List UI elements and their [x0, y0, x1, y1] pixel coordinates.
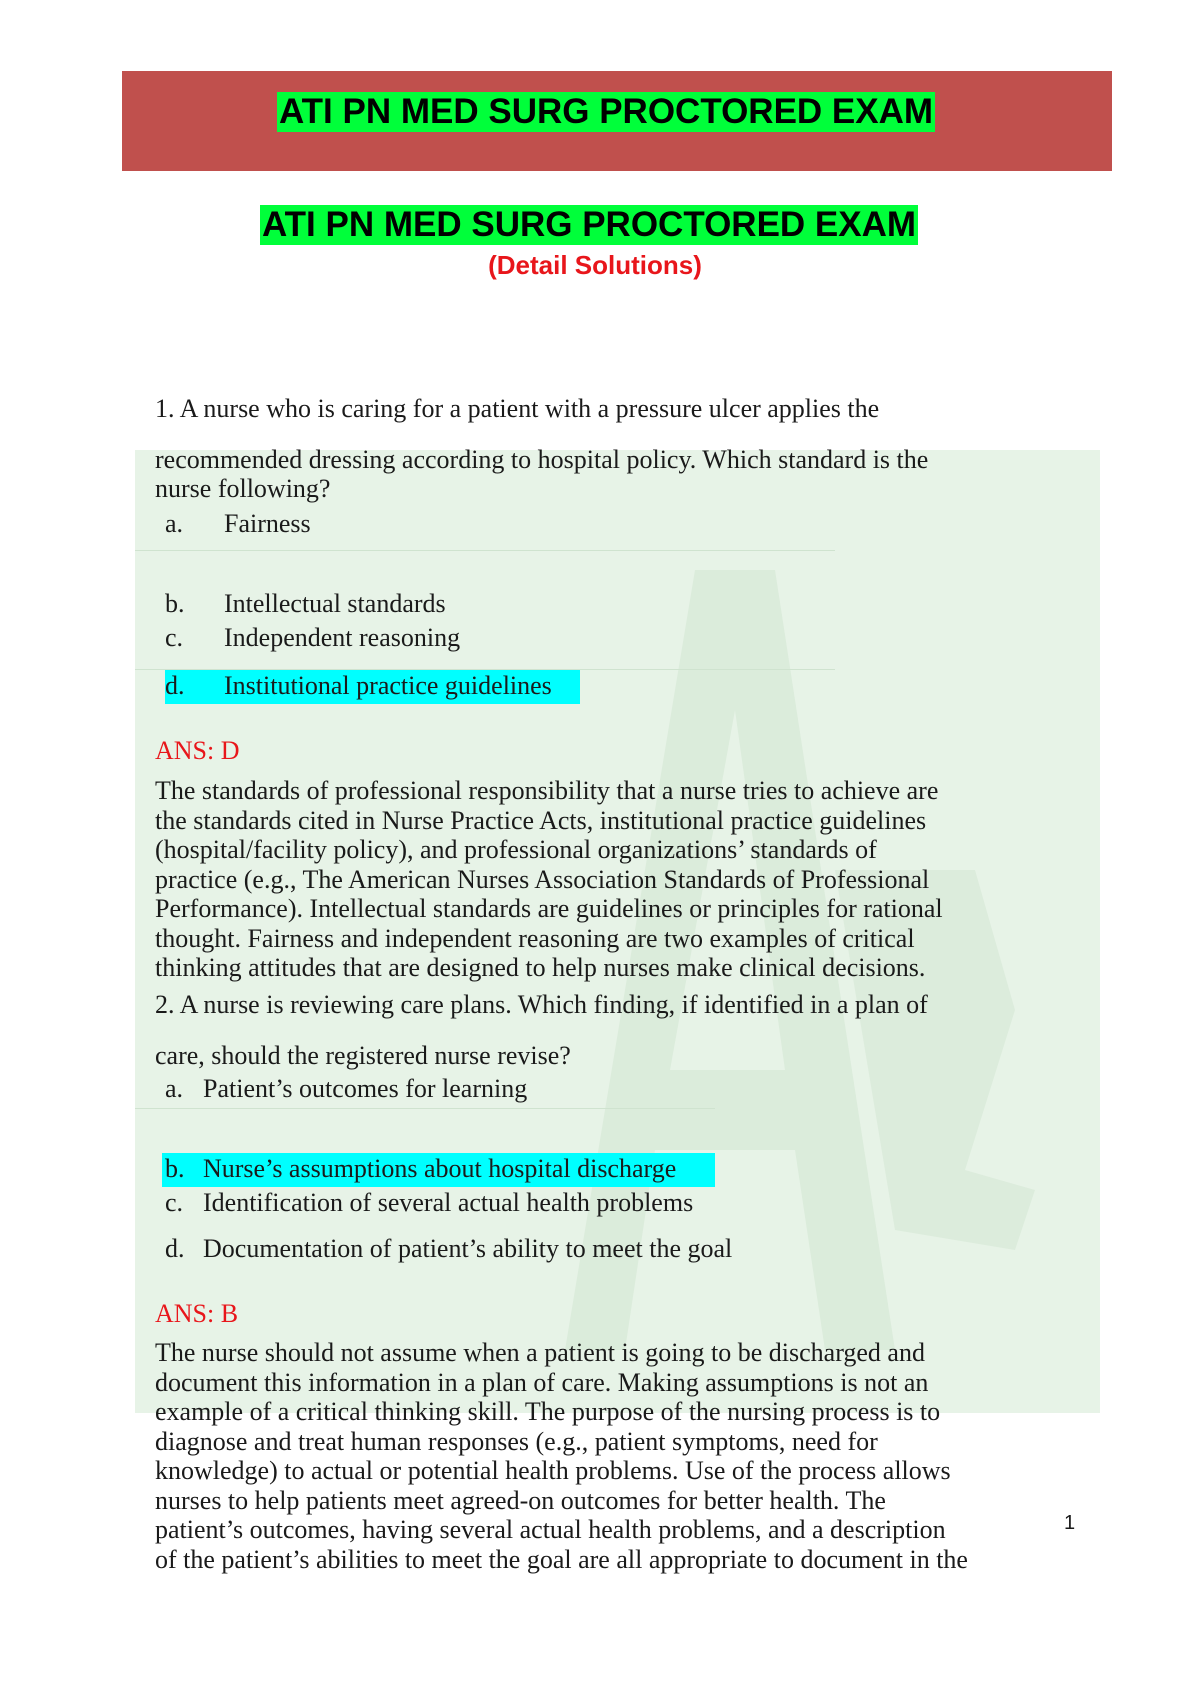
option-letter: d. [165, 671, 185, 700]
option-text: Nurse’s assumptions about hospital discharge [203, 1154, 677, 1183]
option-letter: c. [165, 623, 184, 652]
question-1-stem: 1. A nurse who is caring for a patient with a pressure ulcer applies the [155, 394, 880, 423]
question-2-stem: 2. A nurse is reviewing care plans. Which finding, if identified in a plan of [155, 990, 928, 1019]
question-2-answer: ANS: B [155, 1299, 239, 1328]
banner-title: ATI PN MED SURG PROCTORED EXAM [279, 92, 934, 131]
option-text: Patient’s outcomes for learning [203, 1074, 528, 1103]
option-text: Identification of several actual health problems [203, 1188, 694, 1217]
option-text: Fairness [224, 509, 311, 538]
question-1-stem-line: nurse following? [155, 474, 331, 503]
option-letter: c. [165, 1188, 184, 1217]
rationale-line: thought. Fairness and independent reasoning are two examples of critical [155, 923, 915, 953]
page-subtitle: (Detail Solutions) [488, 250, 702, 280]
option-letter: d. [165, 1234, 185, 1263]
option-letter: a. [165, 1074, 184, 1103]
rationale-line: nurses to help patients meet agreed-on outcomes for better health. The [155, 1485, 886, 1515]
rationale-line: the standards cited in Nurse Practice Acts, institutional practice guidelines [155, 805, 927, 835]
page-number: 1 [1064, 1512, 1076, 1534]
question-2-stem-line: care, should the registered nurse revise? [155, 1041, 571, 1070]
rationale-line: Performance). Intellectual standards are guidelines or principles for rational [155, 894, 943, 923]
rationale-line: diagnose and treat human responses (e.g., patient symptoms, need for [155, 1426, 878, 1456]
option-letter: a. [165, 509, 184, 538]
divider [135, 1108, 715, 1109]
divider [135, 550, 835, 551]
question-2-rationale [155, 1338, 1055, 1574]
rationale-line: (hospital/facility policy), and professional organizations’ standards of [155, 835, 877, 864]
option-text: Intellectual standards [224, 589, 446, 618]
option-text: Institutional practice guidelines [224, 671, 552, 700]
rationale-line: knowledge) to actual or potential health problems. Use of the process allows [155, 1456, 951, 1485]
option-letter: b. [165, 1154, 185, 1183]
option-letter: b. [165, 589, 185, 618]
rationale-line: The nurse should not assume when a patient is going to be discharged and [155, 1338, 925, 1367]
rationale-line: document this information in a plan of care. Making assumptions is not an [155, 1367, 929, 1397]
rationale-line: patient’s outcomes, having several actual health problems, and a description [155, 1515, 946, 1544]
question-1-stem-line: recommended dressing according to hospital policy. Which standard is the [155, 445, 929, 474]
question-1-answer: ANS: D [155, 736, 240, 765]
option-text: Documentation of patient’s ability to meet the goal [203, 1234, 733, 1263]
rationale-line: thinking attitudes that are designed to help nurses make clinical decisions. [155, 953, 926, 982]
rationale-line: The standards of professional responsibility that a nurse tries to achieve are [155, 776, 939, 805]
page-title: ATI PN MED SURG PROCTORED EXAM [262, 205, 917, 244]
rationale-line: example of a critical thinking skill. The purpose of the nursing process is to [155, 1397, 941, 1426]
rationale-line: of the patient’s abilities to meet the goal are all appropriate to document in the [155, 1544, 968, 1574]
question-1-rationale [155, 776, 1055, 983]
rationale-line: practice (e.g., The American Nurses Association Standards of Professional [155, 864, 930, 894]
option-text: Independent reasoning [224, 623, 461, 652]
